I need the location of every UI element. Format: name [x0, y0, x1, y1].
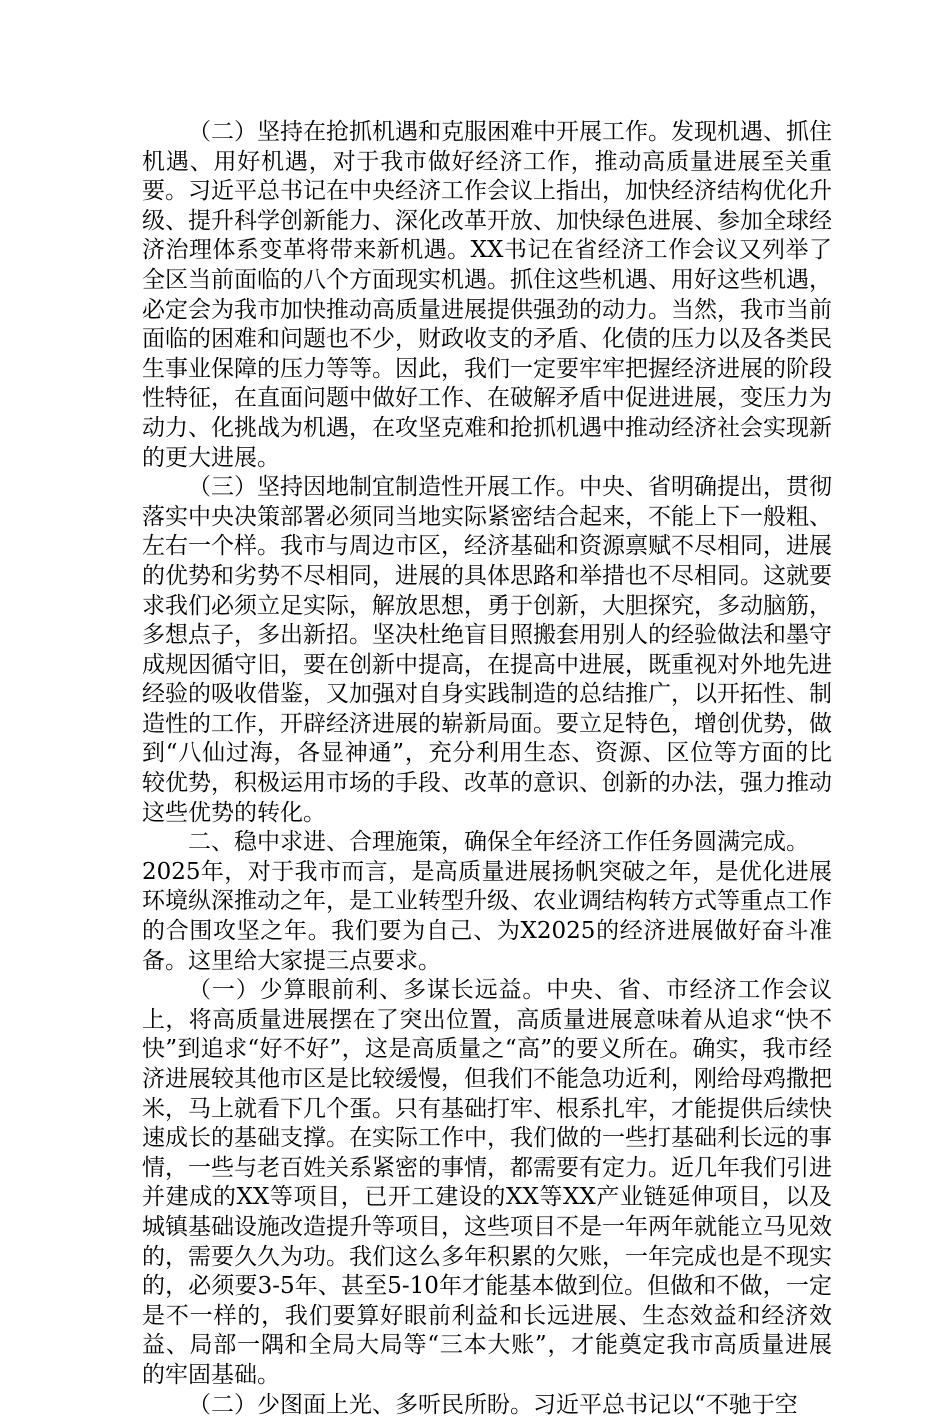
paragraph-year-2025: 2025年，对于我市而言，是高质量进展扬帆突破之年，是优化进展环境纵深推动之年，是工业转型升级、农业调结构转方式等重点工作的合围攻坚之年。我们要为自己、为X2025的经济进展做好奋斗准备。这里给大家提三点要求。: [142, 858, 832, 974]
paragraph-public-expectations: （二）少图面上光、多听民所盼。习近平总书记以“不驰于空: [188, 1391, 798, 1418]
section-heading-two: 二、稳中求进、合理施策，确保全年经济工作任务圆满完成。: [188, 829, 809, 856]
paragraph-local-conditions: （三）坚持因地制宜制造性开展工作。中央、省明确提出，贯彻落实中央决策部署必须同当地实际紧密结合起来，不能上下一般粗、左右一个样。我市与周边市区，经济基础和资源禀赋不尽相同，进展的优势和劣势不尽相同，进展的具体思路和举措也不尽相同。这就要求我们必须立足实际，解放思想，勇于创新，大胆探究，多动脑筋，多想点子，多出新招。坚决杜绝盲目照搬套用别人的经验做法和墨守成规因循守旧，要在创新中提高，在提高中进展，既重视对外地先进经验的吸收借鉴，又加强对自身实践制造的总结推广，以开拓性、制造性的工作，开辟经济进展的崭新局面。要立足特色，增创优势，做到“八仙过海，各显神通”，充分利用生态、资源、区位等方面的比较优势，积极运用市场的手段、改革的意识、创新的办法，强力推动这些优势的转化。: [142, 474, 832, 826]
paragraph-long-term-benefit: （一）少算眼前利、多谋长远益。中央、省、市经济工作会议上，将高质量进展摆在了突出位置，高质量进展意味着从追求“快不快”到追求“好不好”，这是高质量之“高”的要义所在。确实，我市经济进展较其他市区是比较缓慢，但我们不能急功近利，刚给母鸡撒把米，马上就看下几个蛋。只有基础打牢、根系扎牢，才能提供后续快速成长的基础支撑。在实际工作中，我们做的一些打基础利长远的事情，一些与老百姓关系紧密的事情，都需要有定力。近几年我们引进并建成的XX等项目，已开工建设的XX等XX产业链延伸项目，以及城镇基础设施改造提升等项目，这些项目不是一年两年就能立马见效的，需要久久为功。我们这么多年积累的欠账，一年完成也是不现实的，必须要3-5年、甚至5-10年才能基本做到位。但做和不做，一定是不一样的，我们要算好眼前利益和长远进展、生态效益和经济效益、局部一隅和全局大局等“三本大账”，才能奠定我市高质量进展的牢固基础。: [142, 977, 832, 1388]
paragraph-opportunities: （二）坚持在抢抓机遇和克服困难中开展工作。发现机遇、抓住机遇、用好机遇，对于我市做好经济工作，推动高质量进展至关重要。习近平总书记在中央经济工作会议上指出，加快经济结构优化升级、提升科学创新能力、深化改革开放、加快绿色进展、参加全球经济治理体系变革将带来新机遇。XX书记在省经济工作会议又列举了全区当前面临的八个方面现实机遇。抓住这些机遇、用好这些机遇，必定会为我市加快推动高质量进展提供强劲的动力。当然，我市当前面临的困难和问题也不少，财政收支的矛盾、化债的压力以及各类民生事业保障的压力等等。因此，我们一定要牢牢把握经济进展的阶段性特征，在直面问题中做好工作、在破解矛盾中促进进展，变压力为动力、化挑战为机遇，在攻坚克难和抢抓机遇中推动经济社会实现新的更大进展。: [142, 119, 832, 471]
document-body: [142, 118, 832, 1420]
